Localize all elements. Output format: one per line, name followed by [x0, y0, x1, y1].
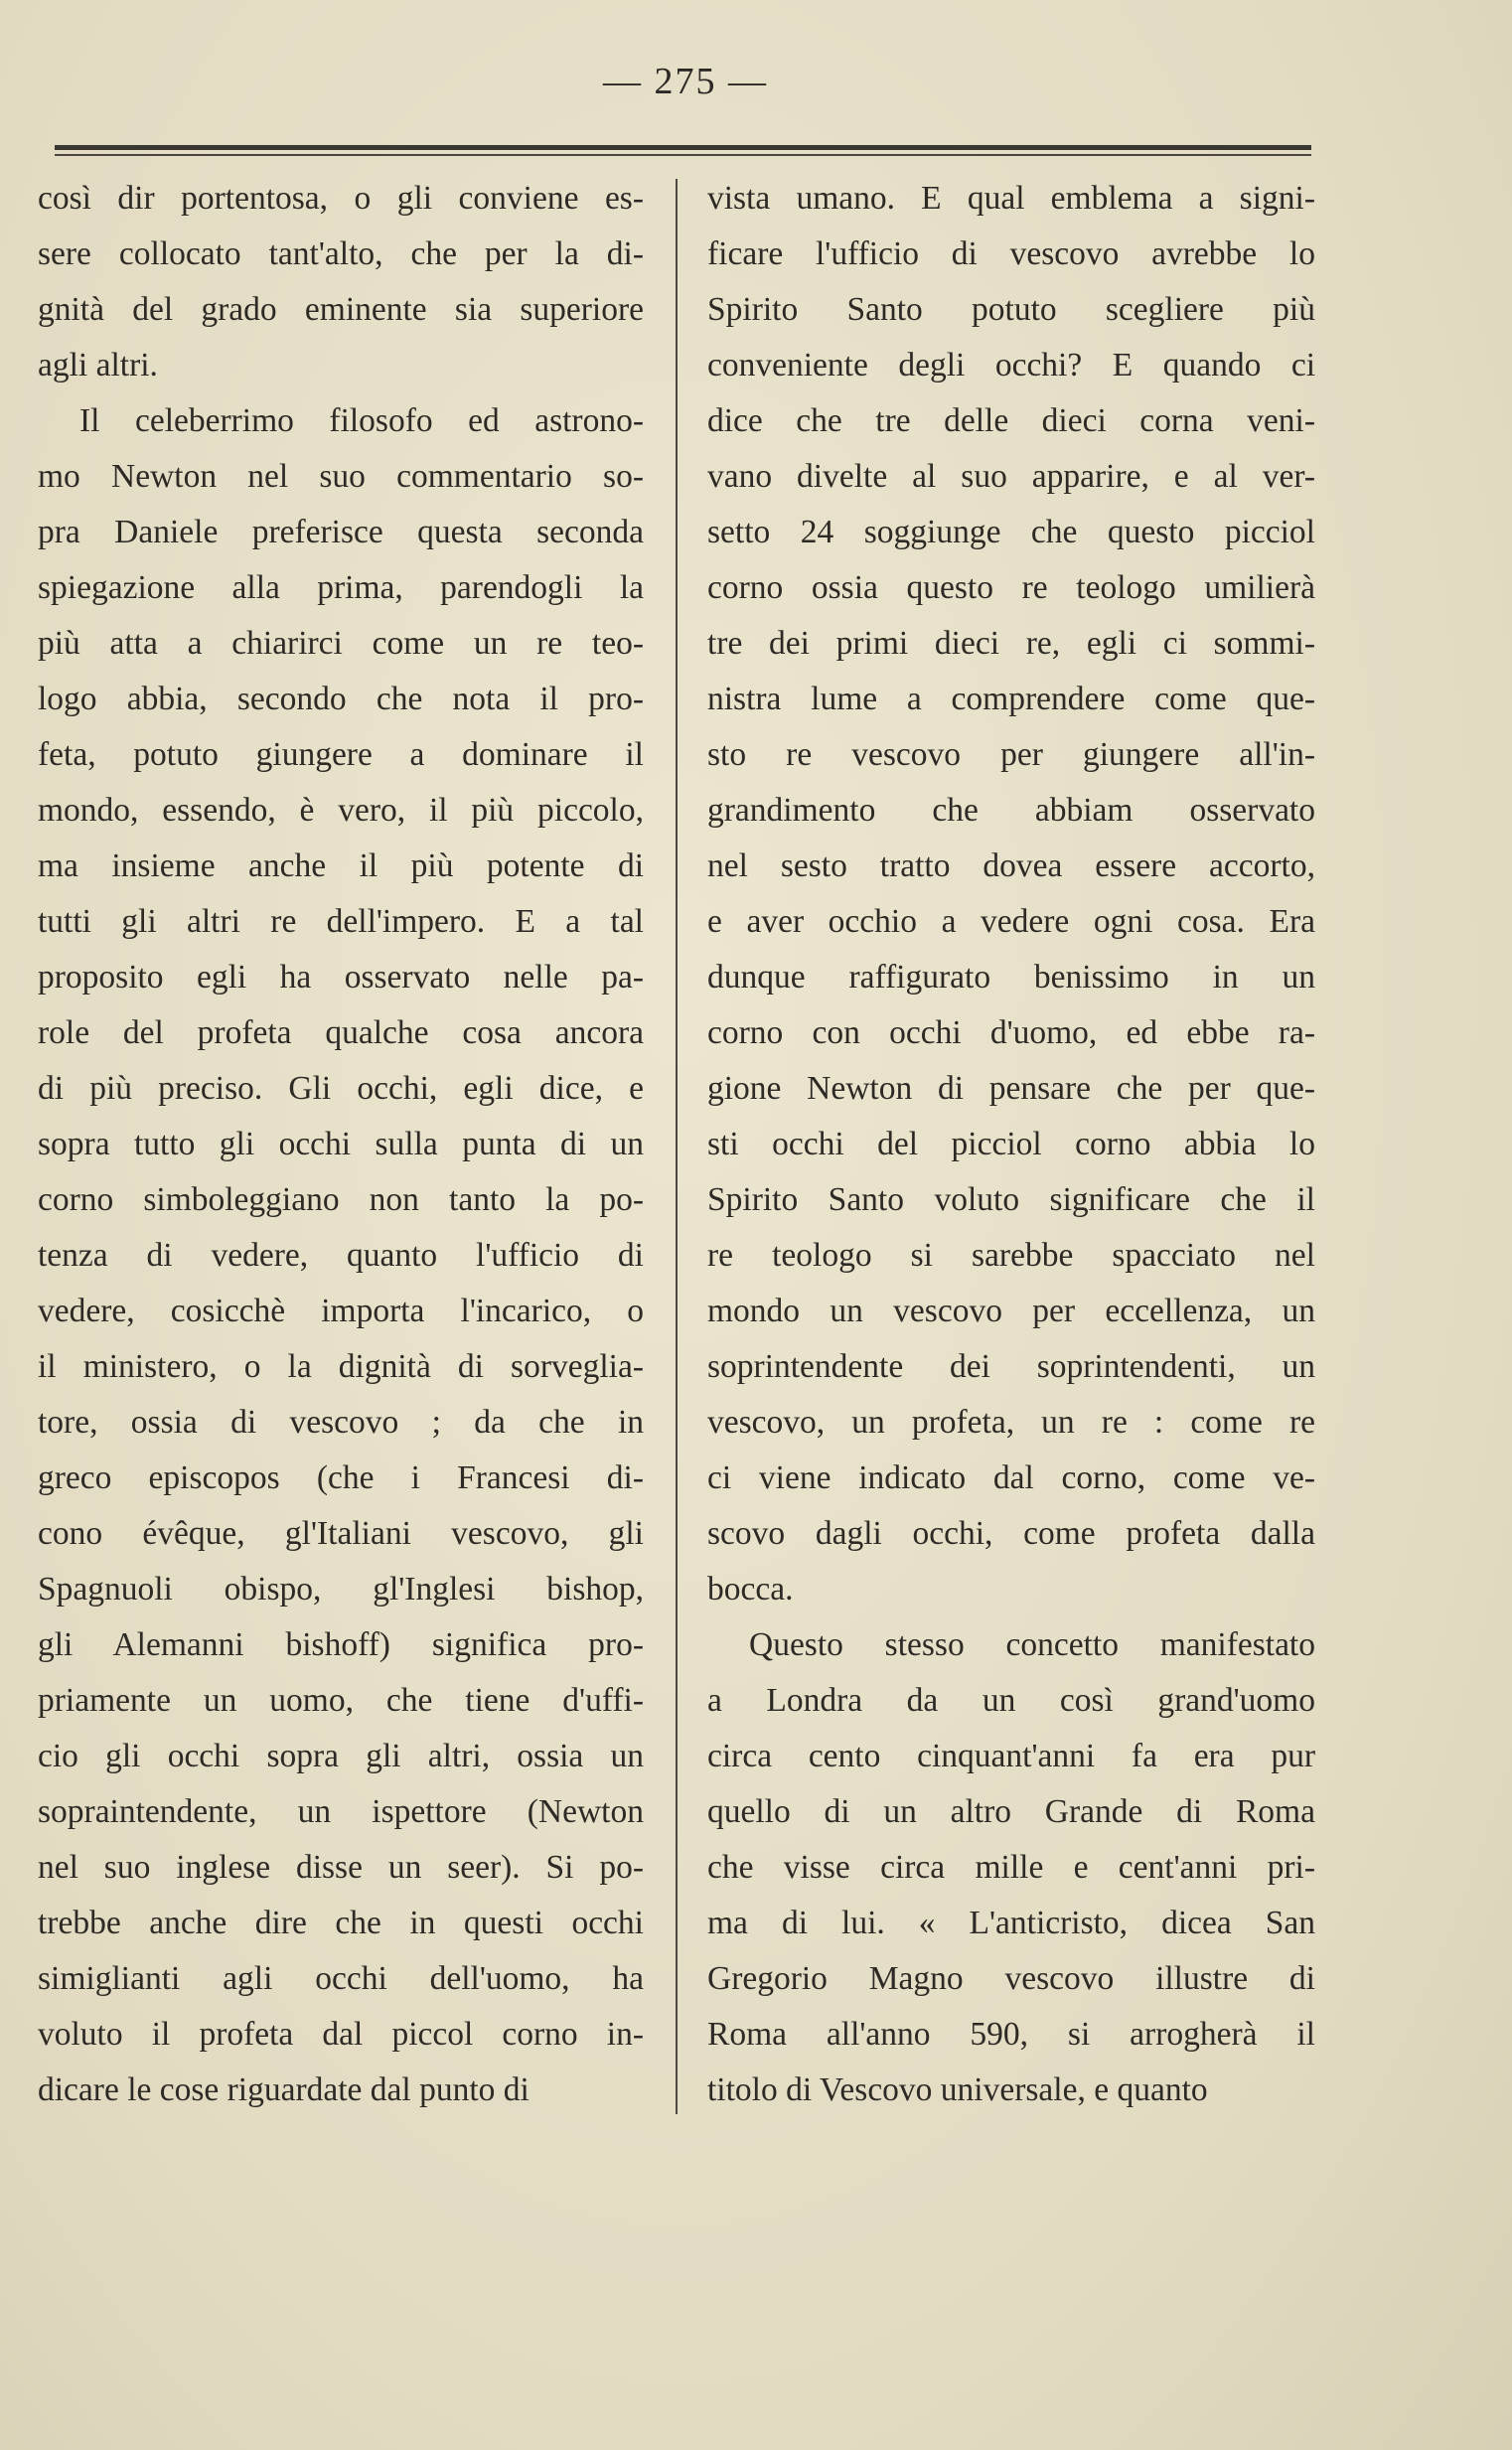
text-line: simiglianti agli occhi dell'uomo, ha: [38, 1960, 644, 1997]
text-line: Il celeberrimo filosofo ed astrono-: [79, 402, 644, 439]
text-line: bocca.: [707, 1571, 794, 1608]
text-line: scovo dagli occhi, come profeta dalla: [707, 1515, 1315, 1552]
text-line: di più preciso. Gli occhi, egli dice, e: [38, 1070, 644, 1107]
text-line: corno simboleggiano non tanto la po-: [38, 1181, 644, 1218]
text-line: Spagnuoli obispo, gl'Inglesi bishop,: [38, 1571, 644, 1608]
text-line: nel suo inglese disse un seer). Si po-: [38, 1849, 644, 1886]
page-number: — 275 —: [603, 61, 768, 102]
text-line: proposito egli ha osservato nelle pa-: [38, 959, 644, 995]
text-line: ma di lui. « L'anticristo, dicea San: [707, 1905, 1315, 1941]
text-line: il ministero, o la dignità di sorveglia-: [38, 1348, 644, 1385]
text-line: tenza di vedere, quanto l'ufficio di: [38, 1237, 644, 1274]
text-line: a Londra da un così grand'uomo: [707, 1682, 1315, 1719]
text-line: più atta a chiarirci come un re teo-: [38, 625, 644, 662]
text-line: trebbe anche dire che in questi occhi: [38, 1905, 644, 1941]
text-line: pra Daniele preferisce questa seconda: [38, 514, 644, 550]
left-column: [38, 171, 644, 2118]
text-line: vescovo, un profeta, un re : come re: [707, 1404, 1315, 1441]
text-line: mondo, essendo, è vero, il più piccolo,: [38, 792, 644, 829]
text-line: tre dei primi dieci re, egli ci sommi-: [707, 625, 1315, 662]
text-line: soprintendente dei soprintendenti, un: [707, 1348, 1315, 1385]
text-line: sto re vescovo per giungere all'in-: [707, 736, 1315, 773]
text-line: Spirito Santo voluto significare che il: [707, 1181, 1315, 1218]
text-line: setto 24 soggiunge che questo picciol: [707, 514, 1315, 550]
text-line: che visse circa mille e cent'anni pri-: [707, 1849, 1315, 1886]
text-line: corno con occhi d'uomo, ed ebbe ra-: [707, 1014, 1315, 1051]
text-line: greco episcopos (che i Francesi di-: [38, 1459, 644, 1496]
text-line: sopra tutto gli occhi sulla punta di un: [38, 1126, 644, 1162]
text-line: ci viene indicato dal corno, come ve-: [707, 1459, 1315, 1496]
text-line: cio gli occhi sopra gli altri, ossia un: [38, 1738, 644, 1774]
text-line: feta, potuto giungere a dominare il: [38, 736, 644, 773]
text-line: grandimento che abbiam osservato: [707, 792, 1315, 829]
text-line: sopraintendente, un ispettore (Newton: [38, 1793, 644, 1830]
text-line: nistra lume a comprendere come que-: [707, 681, 1315, 717]
text-line: gnità del grado eminente sia superiore: [38, 291, 644, 328]
text-line: dunque raffigurato benissimo in un: [707, 959, 1315, 995]
text-line: sti occhi del picciol corno abbia lo: [707, 1126, 1315, 1162]
text-line: vano divelte al suo apparire, e al ver-: [707, 458, 1315, 495]
text-line: e aver occhio a vedere ogni cosa. Era: [707, 903, 1315, 940]
text-line: sere collocato tant'alto, che per la di-: [38, 235, 644, 272]
text-line: agli altri.: [38, 347, 158, 383]
text-line: mondo un vescovo per eccellenza, un: [707, 1293, 1315, 1329]
header-rule-thick: [55, 145, 1311, 150]
text-line: ficare l'ufficio di vescovo avrebbe lo: [707, 235, 1315, 272]
text-line: spiegazione alla prima, parendogli la: [38, 569, 644, 606]
text-line: Gregorio Magno vescovo illustre di: [707, 1960, 1315, 1997]
text-line: così dir portentosa, o gli conviene es-: [38, 180, 644, 217]
text-line: mo Newton nel suo commentario so-: [38, 458, 644, 495]
text-line: priamente un uomo, che tiene d'uffi-: [38, 1682, 644, 1719]
text-line: tore, ossia di vescovo ; da che in: [38, 1404, 644, 1441]
text-line: cono évêque, gl'Italiani vescovo, gli: [38, 1515, 644, 1552]
text-line: corno ossia questo re teologo umilierà: [707, 569, 1315, 606]
header-rule-thin: [55, 154, 1311, 156]
text-line: tutti gli altri re dell'impero. E a tal: [38, 903, 644, 940]
text-line: gli Alemanni bishoff) significa pro-: [38, 1626, 644, 1663]
right-column: [707, 171, 1315, 2118]
text-line: Roma all'anno 590, si arrogherà il: [707, 2016, 1315, 2053]
text-line: vedere, cosicchè importa l'incarico, o: [38, 1293, 644, 1329]
text-line: vista umano. E qual emblema a signi-: [707, 180, 1315, 217]
text-line: logo abbia, secondo che nota il pro-: [38, 681, 644, 717]
column-divider: [676, 179, 678, 2114]
text-line: conveniente degli occhi? E quando ci: [707, 347, 1315, 383]
text-line: dicare le cose riguardate dal punto di: [38, 2071, 529, 2108]
text-line: quello di un altro Grande di Roma: [707, 1793, 1315, 1830]
text-line: titolo di Vescovo universale, e quanto: [707, 2071, 1208, 2108]
text-line: re teologo si sarebbe spacciato nel: [707, 1237, 1315, 1274]
text-line: nel sesto tratto dovea essere accorto,: [707, 847, 1315, 884]
text-line: voluto il profeta dal piccol corno in-: [38, 2016, 644, 2053]
text-line: dice che tre delle dieci corna veni-: [707, 402, 1315, 439]
text-line: circa cento cinquant'anni fa era pur: [707, 1738, 1315, 1774]
text-line: role del profeta qualche cosa ancora: [38, 1014, 644, 1051]
text-line: Spirito Santo potuto scegliere più: [707, 291, 1315, 328]
text-line: ma insieme anche il più potente di: [38, 847, 644, 884]
text-line: gione Newton di pensare che per que-: [707, 1070, 1315, 1107]
text-line: Questo stesso concetto manifestato: [749, 1626, 1315, 1663]
